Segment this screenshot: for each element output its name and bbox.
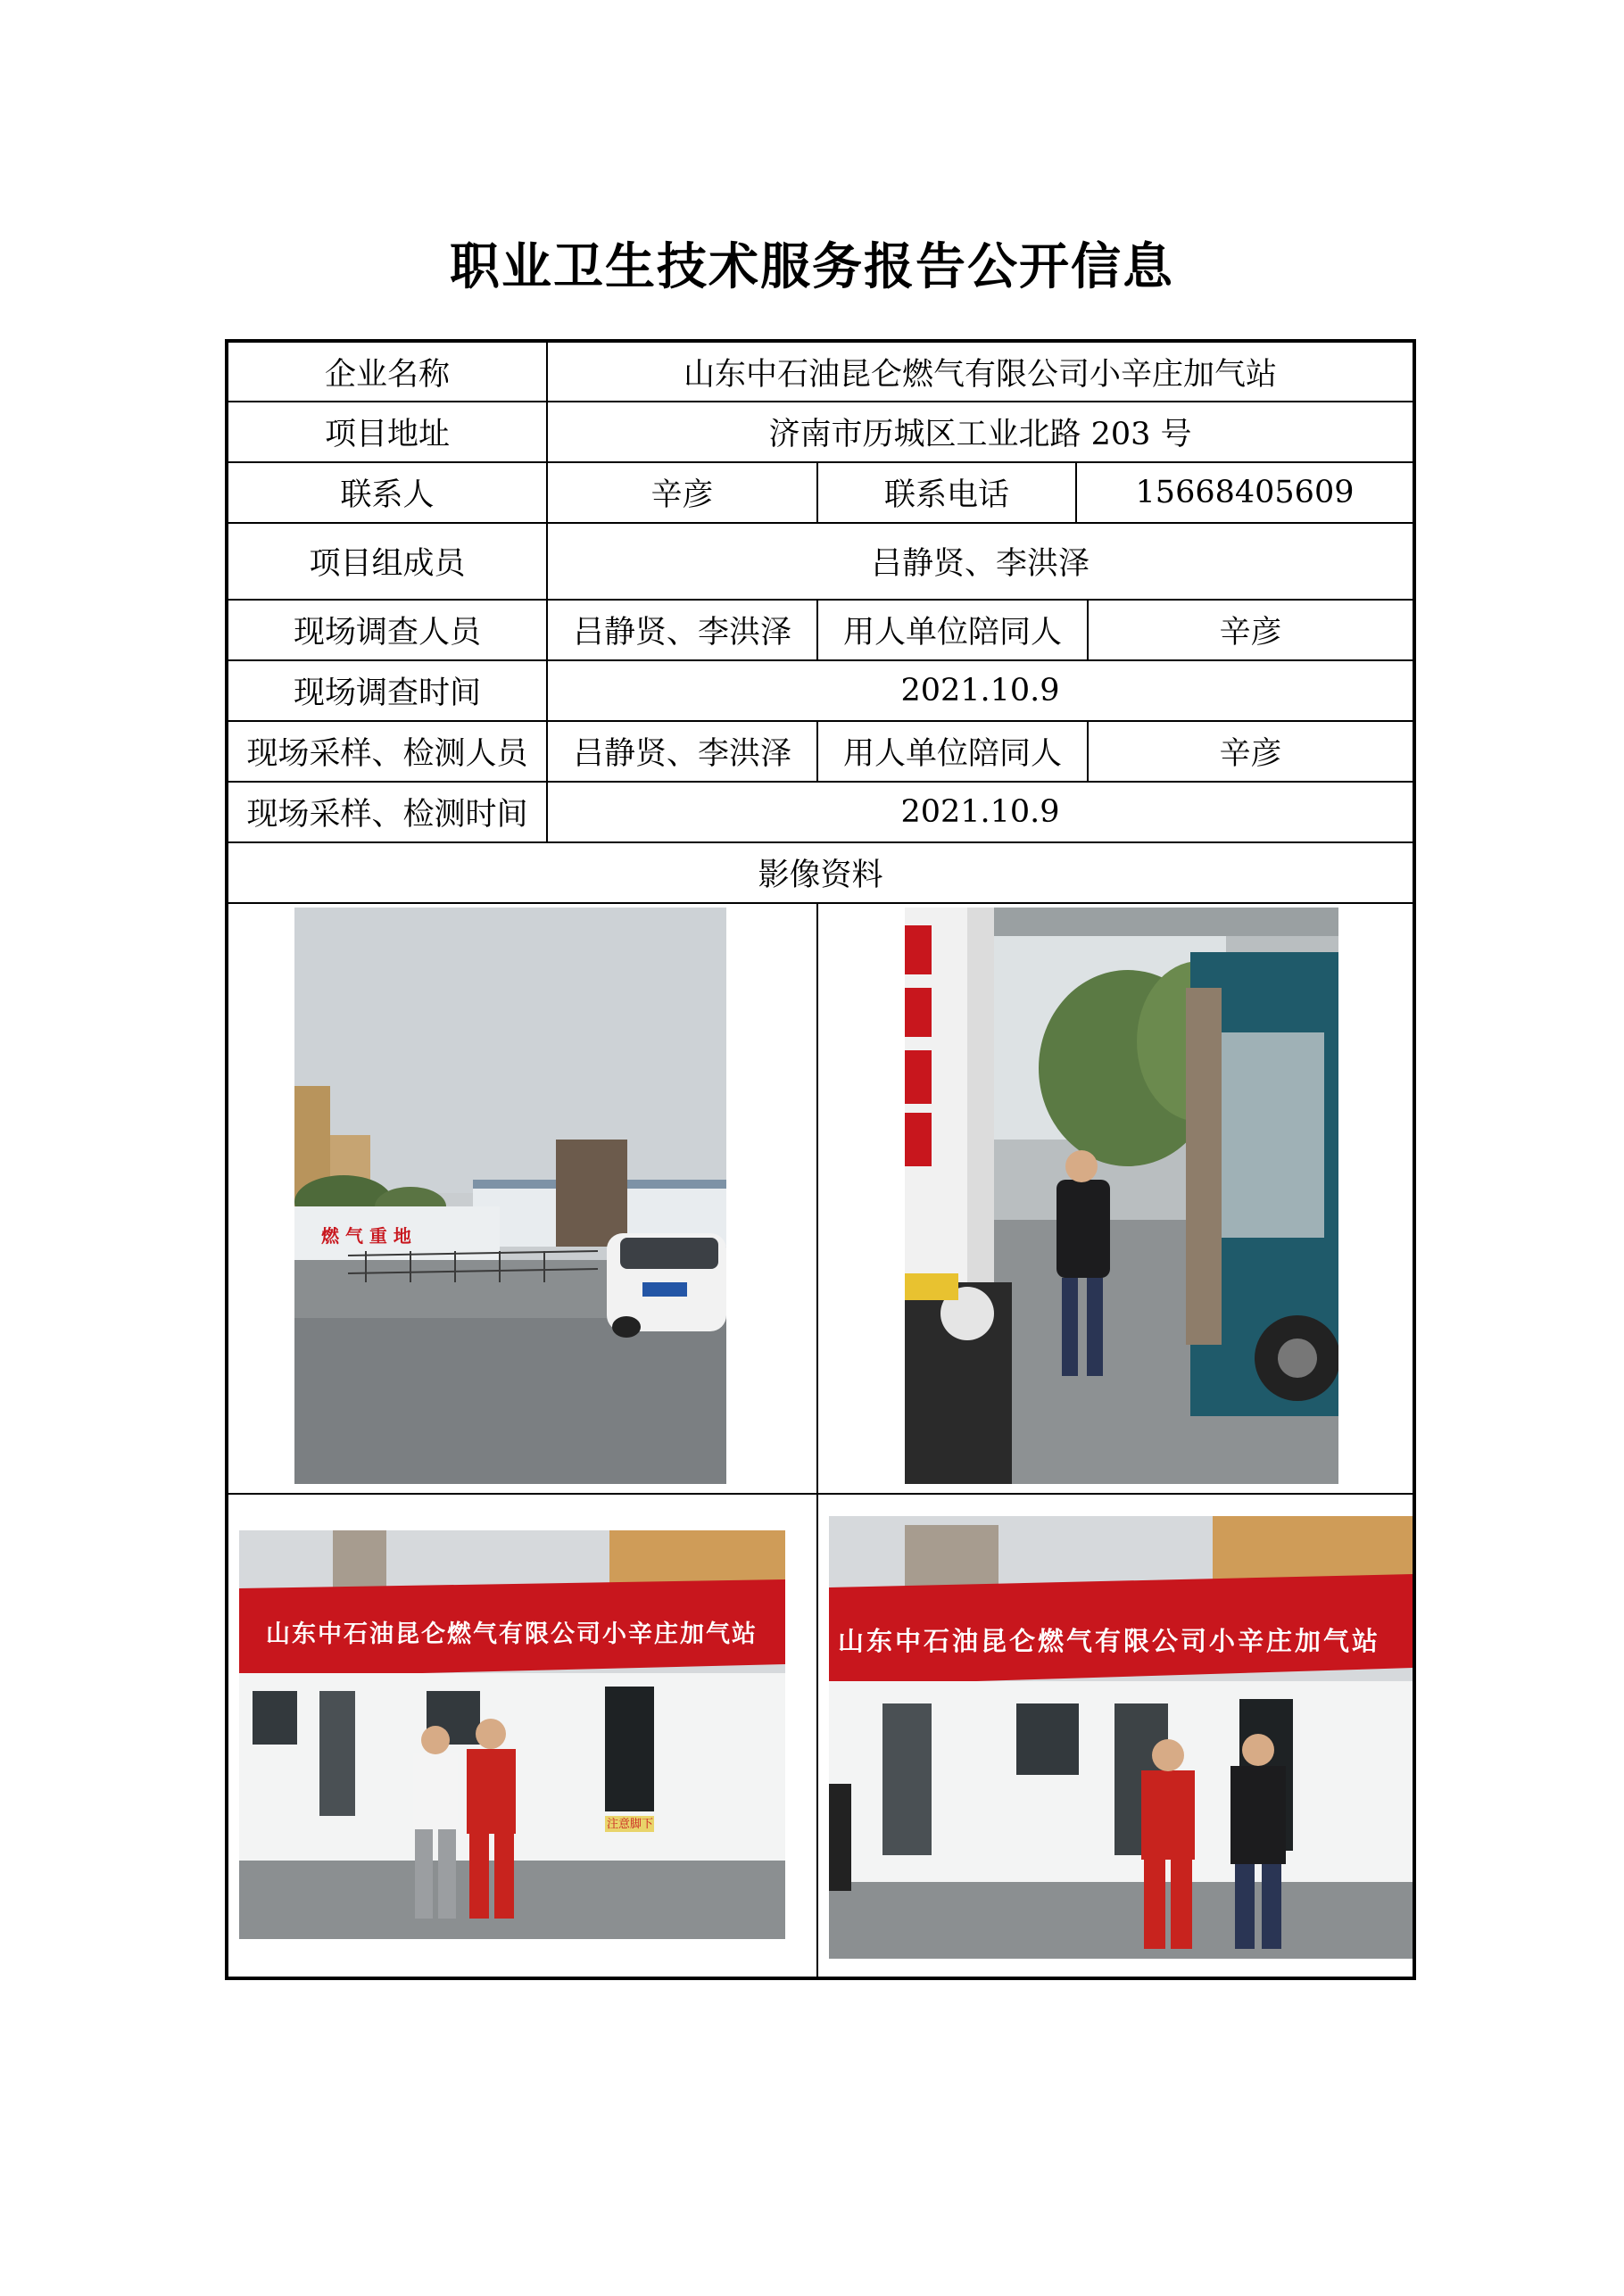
phone-value: 15668405609 [1076,462,1414,523]
contact-label: 联系人 [227,462,547,523]
company-value: 山东中石油昆仑燃气有限公司小辛庄加气站 [547,341,1414,402]
photo-cell-refueling [817,903,1414,1494]
survey-time-label: 现场调查时间 [227,660,547,721]
row-sampling-staff [227,721,1414,782]
row-company [227,341,1414,402]
sampling-staff-value: 吕静贤、李洪泽 [547,721,817,782]
survey-staff-label: 现场调查人员 [227,600,547,660]
row-photos-2 [227,1494,1414,1978]
images-label: 影像资料 [227,842,1414,903]
sampling-time-value: 2021.10.9 [547,782,1414,842]
members-label: 项目组成员 [227,523,547,600]
address-value: 济南市历城区工业北路 203 号 [547,402,1414,462]
row-contact [227,462,1414,523]
row-survey-time [227,660,1414,721]
phone-label: 联系电话 [817,462,1076,523]
photo-refueling [905,908,1338,1484]
survey-time-value: 2021.10.9 [547,660,1414,721]
photo-team-2 [829,1516,1414,1959]
row-images-header [227,842,1414,903]
page-title: 职业卫生技术服务报告公开信息 [450,238,1174,296]
gas-sign-text: 燃 气 重 地 [321,1225,411,1247]
photo-station-yard [294,908,726,1484]
sampling-escort-value: 辛彦 [1088,721,1414,782]
address-label: 项目地址 [227,402,547,462]
contact-value: 辛彦 [547,462,817,523]
row-photos-1 [227,903,1414,1494]
company-label: 企业名称 [227,341,547,402]
sampling-staff-label: 现场采样、检测人员 [227,721,547,782]
row-sampling-time [227,782,1414,842]
survey-escort-value: 辛彦 [1088,600,1414,660]
photo-cell-station-yard [227,903,817,1494]
survey-staff-value: 吕静贤、李洪泽 [547,600,817,660]
photo-cell-team-2 [817,1494,1414,1978]
sampling-time-label: 现场采样、检测时间 [227,782,547,842]
survey-escort-label: 用人单位陪同人 [817,600,1088,660]
sampling-escort-label: 用人单位陪同人 [817,721,1088,782]
photo-cell-team-1 [227,1494,817,1978]
row-address [227,402,1414,462]
station-banner-text-2: 山东中石油昆仑燃气有限公司小辛庄加气站 [838,1626,1381,1656]
station-banner-text-1: 山东中石油昆仑燃气有限公司小辛庄加气站 [266,1620,758,1648]
photo-team-1 [239,1530,785,1939]
row-members [227,523,1414,600]
door-notice-text: 注意脚下 [607,1818,654,1831]
info-table [225,339,1416,1980]
members-value: 吕静贤、李洪泽 [547,523,1414,600]
row-survey-staff [227,600,1414,660]
